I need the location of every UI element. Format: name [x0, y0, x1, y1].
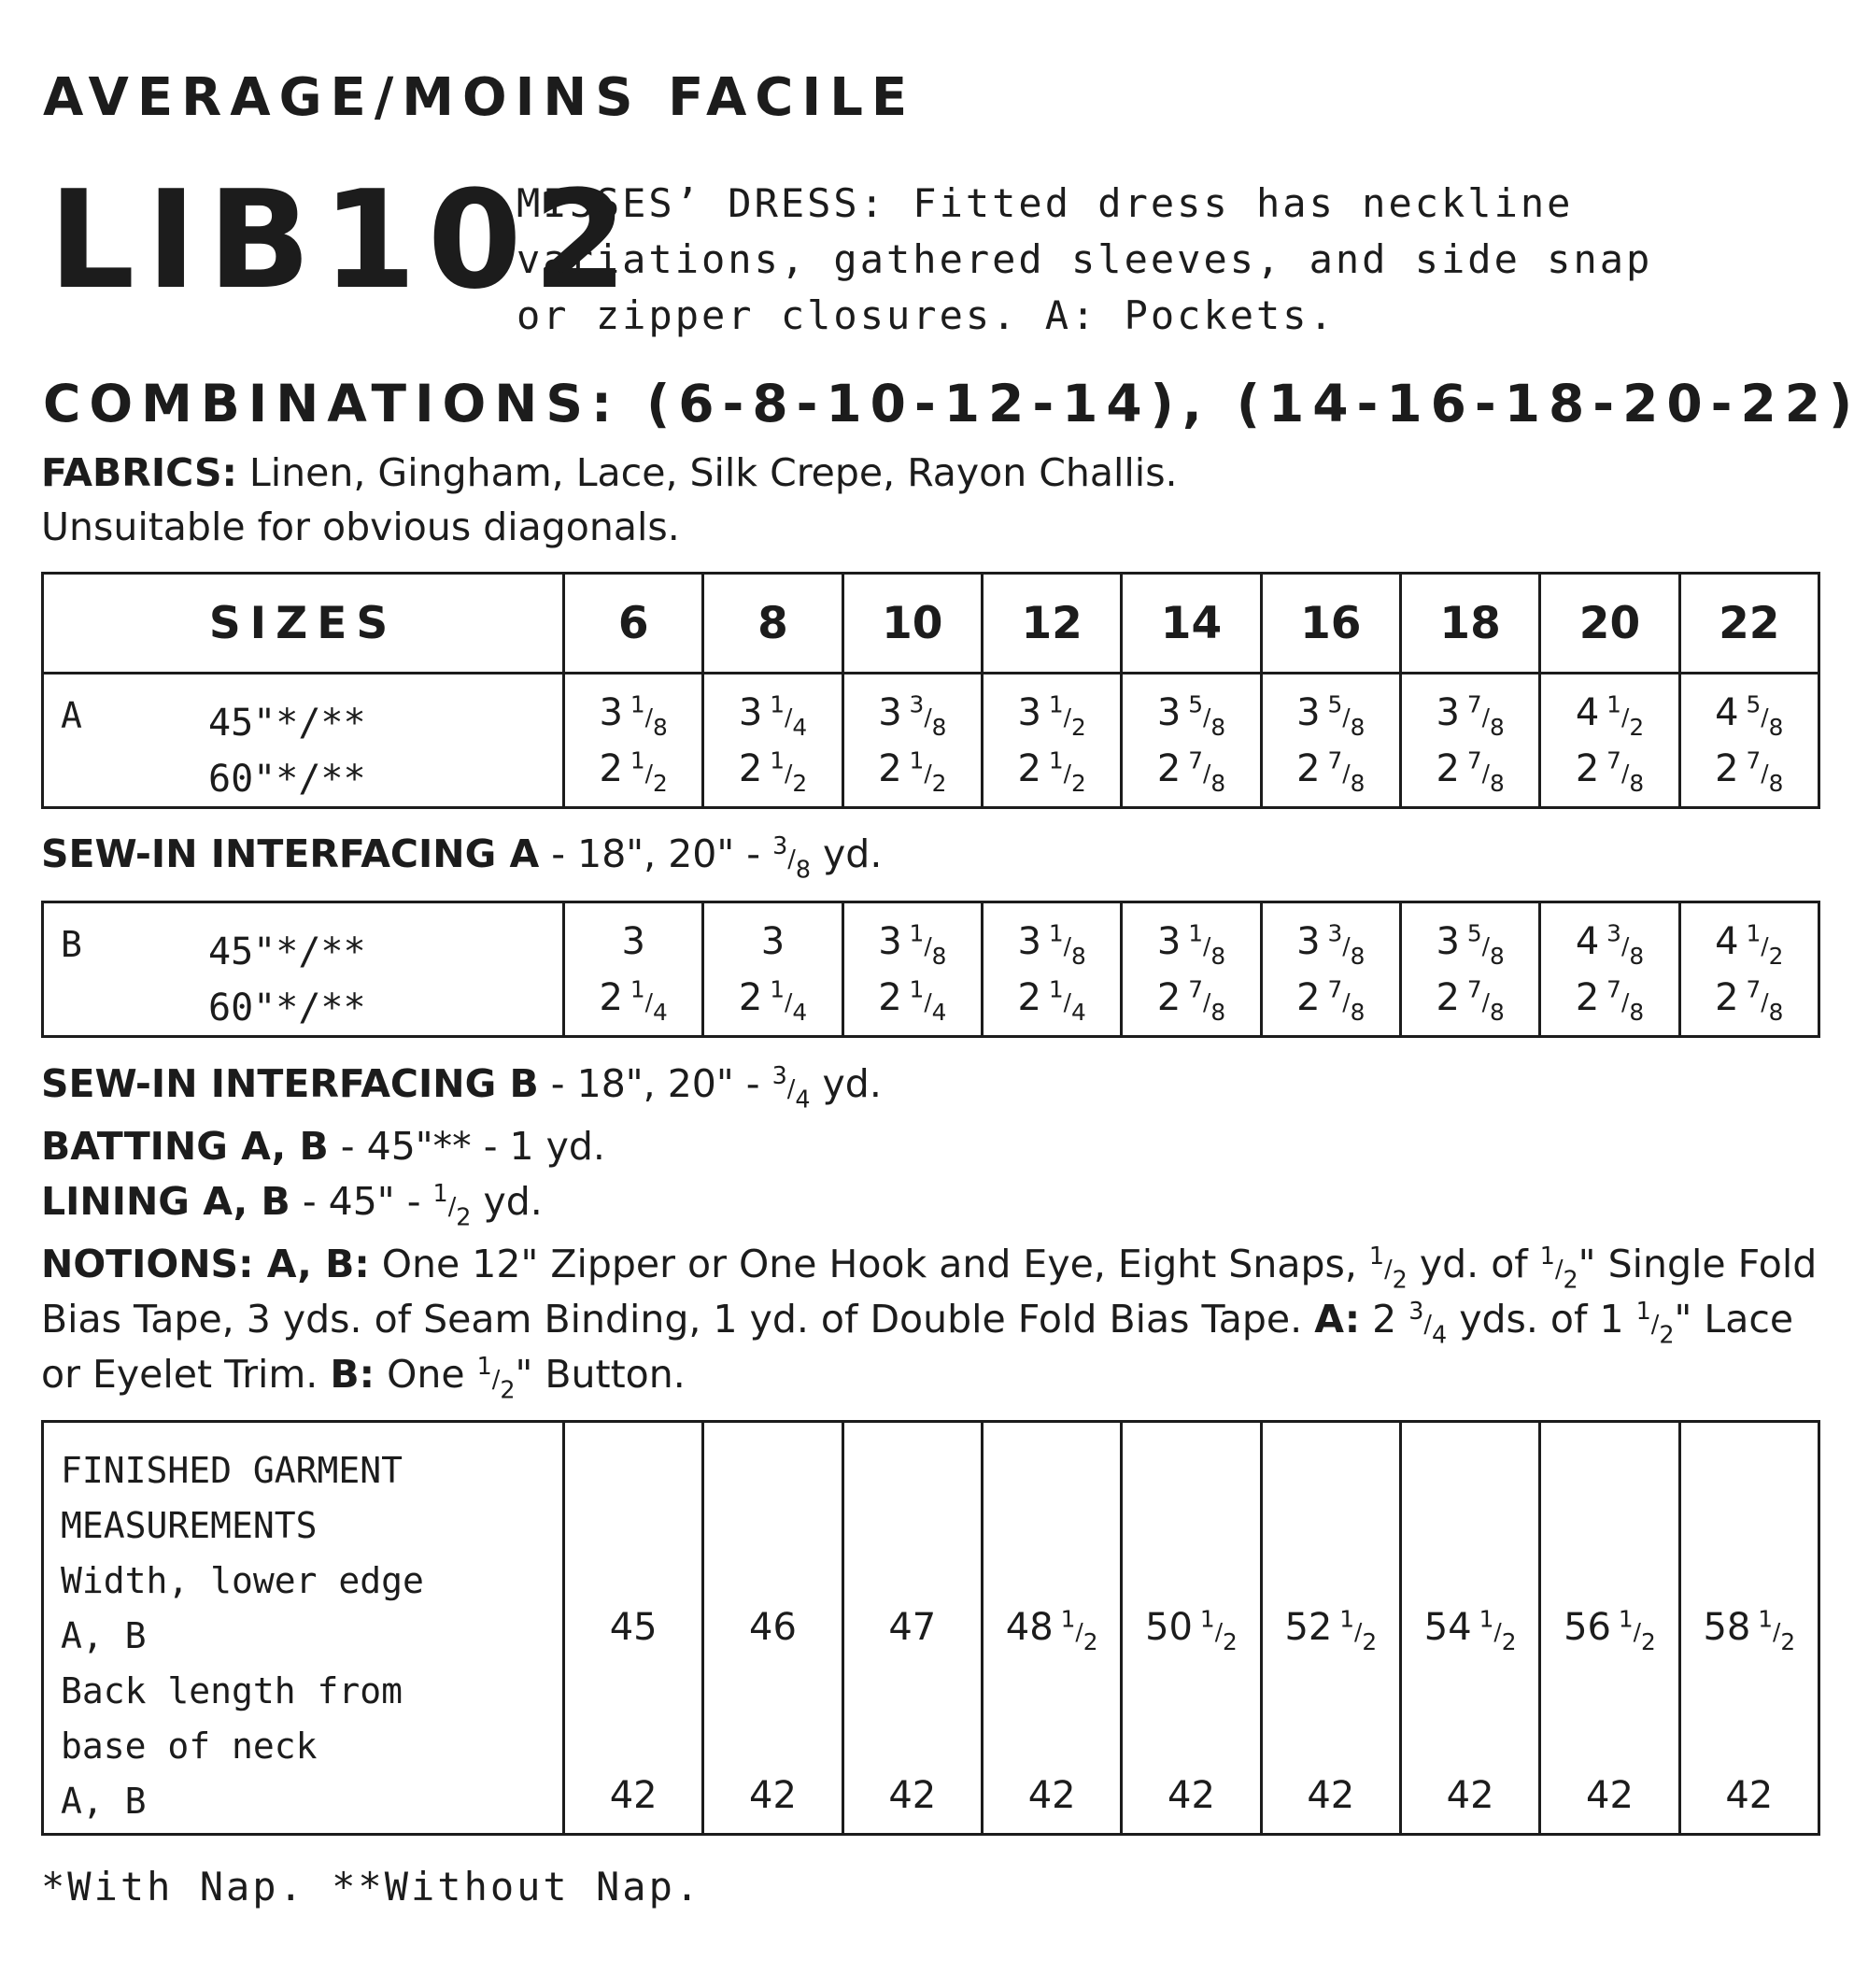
yardage-cell [703, 902, 842, 1037]
notions-text: One [375, 1352, 477, 1397]
yardage-value: 3 [760, 919, 785, 963]
width-lower-edge-value [704, 1606, 841, 1649]
yardage-60 [1541, 970, 1677, 1026]
batting-text: - 45"** - 1 yd. [328, 1124, 605, 1169]
fabric-widths [208, 695, 366, 807]
yardage-cell [1122, 902, 1261, 1037]
yardage-value: 2 $^7/_8$ [1296, 974, 1366, 1026]
width-lower-edge-value [1263, 1605, 1399, 1656]
fraction: $^1/_4$ [630, 974, 668, 1026]
yardage-cell [1679, 674, 1818, 808]
size-combinations: COMBINATIONS: (6-8-10-12-14), (14-16-18-20-22) [43, 374, 1861, 433]
yardage-cell [1122, 674, 1261, 808]
batting-line [41, 1124, 605, 1169]
view-a-label-cell [43, 674, 564, 808]
yardage-value: 3 $^5/_8$ [1436, 918, 1505, 970]
yardage-value: 2 $^1/_2$ [878, 746, 947, 797]
yardage-60 [1123, 970, 1259, 1026]
description-line: variations, gathered sleeves, and side snap [517, 236, 1653, 282]
view-b-letter: B [61, 924, 82, 965]
yardage-cell [1400, 674, 1539, 808]
yardage-60 [1681, 741, 1818, 797]
fraction: $^1/_8$ [1188, 918, 1226, 970]
yardage-cell [1540, 674, 1679, 808]
difficulty-level: AVERAGE/MOINS FACILE [43, 67, 916, 128]
ms-label-line: MEASUREMENTS [61, 1505, 318, 1546]
measurement-value: 58 $^1/_2$ [1703, 1605, 1796, 1656]
yardage-45 [1541, 685, 1677, 741]
size-header-cell: 12 [982, 574, 1121, 674]
yardage-table-a [41, 572, 1820, 809]
notions-text: yds. of 1 [1447, 1297, 1636, 1342]
yardage-45 [844, 685, 981, 741]
yardage-45 [1263, 914, 1399, 970]
fraction: $^1/_8$ [909, 918, 947, 970]
notions-text: 2 [1360, 1297, 1409, 1342]
notions-text: " Lace or Eyelet Trim. [41, 1297, 1794, 1397]
fraction-den: 4 [1431, 1320, 1448, 1349]
yardage-cell [564, 674, 703, 808]
yardage-60 [984, 970, 1120, 1026]
notions-label: NOTIONS: A, B: [41, 1242, 370, 1286]
view-a-row [43, 674, 1819, 808]
fraction: $^1/_2$ [770, 746, 808, 797]
back-length-value: 42 [1586, 1774, 1634, 1817]
measurement-value: 56 $^1/_2$ [1564, 1605, 1656, 1656]
fraction: $^1/_2$ [1758, 1605, 1796, 1656]
notions-text: yd. of [1407, 1242, 1540, 1286]
yardage-value: 2 $^7/_8$ [1715, 974, 1784, 1026]
notions-text: " Button. [515, 1352, 686, 1397]
fraction: $^5/_8$ [1466, 918, 1505, 970]
yardage-cell [1540, 902, 1679, 1037]
yardage-60 [565, 970, 701, 1026]
interfacing-b-text: - 18", 20" - [538, 1061, 772, 1106]
yardage-value: 3 $^5/_8$ [1296, 689, 1366, 741]
yardage-value: 2 $^7/_8$ [1436, 974, 1505, 1026]
yardage-60 [1402, 741, 1538, 797]
measurement-cell [1400, 1422, 1539, 1835]
back-length-value: 42 [1446, 1774, 1494, 1817]
measurement-value: 45 [609, 1606, 658, 1649]
yardage-cell [1679, 902, 1818, 1037]
yardage-cell [982, 674, 1121, 808]
yardage-45 [1541, 914, 1677, 970]
interfacing-b-fraction: $^3/_4$ [771, 1061, 811, 1114]
fraction: $^7/_8$ [1606, 746, 1645, 797]
width-lower-edge-value [1123, 1605, 1259, 1656]
fraction-num: 3 [772, 831, 788, 860]
fraction-num: 1 [476, 1352, 492, 1381]
interfacing-a-line [41, 831, 883, 884]
yardage-value: 2 $^7/_8$ [1575, 746, 1645, 797]
interfacing-a-label: SEW-IN INTERFACING A [41, 831, 540, 876]
fraction: $^3/_8$ [1606, 918, 1645, 970]
measurement-cell [842, 1422, 982, 1835]
fraction: $^7/_8$ [1188, 974, 1226, 1026]
yardage-value: 4 $^1/_2$ [1715, 918, 1784, 970]
fraction: $^5/_8$ [1327, 689, 1366, 741]
width-lower-edge-value [1681, 1605, 1818, 1656]
measurement-cell [1261, 1422, 1400, 1835]
ms-label-line: Back length from [61, 1670, 403, 1711]
yardage-cell [842, 902, 982, 1037]
yardage-value: 2 $^1/_4$ [1017, 974, 1086, 1026]
fabrics-text: Linen, Gingham, Lace, Silk Crepe, Rayon Challis. [236, 450, 1178, 495]
fraction-num: 1 [1635, 1297, 1651, 1326]
pattern-number: LIB102 [49, 162, 639, 320]
notions-b-label: B: [330, 1352, 375, 1397]
yardage-45 [1123, 914, 1259, 970]
yardage-value: 3 $^1/_8$ [1156, 918, 1226, 970]
size-header-cell: 22 [1679, 574, 1818, 674]
lining-fraction: $^1/_2$ [432, 1179, 472, 1231]
yardage-cell [564, 902, 703, 1037]
fraction-num: 1 [1368, 1242, 1385, 1271]
lining-label: LINING A, B [41, 1179, 290, 1224]
notions-paragraph [41, 1237, 1834, 1402]
description-line: or zipper closures. A: Pockets. [517, 292, 1336, 338]
notions-fraction: $^1/_2$ [1539, 1242, 1578, 1294]
fraction: $^1/_2$ [1339, 1605, 1378, 1656]
measurement-value: 48 $^1/_2$ [1005, 1605, 1098, 1656]
fraction: $^1/_4$ [770, 974, 808, 1026]
fraction: $^7/_8$ [1188, 746, 1226, 797]
fraction: $^1/_4$ [909, 974, 947, 1026]
notions-a-label: A: [1314, 1297, 1361, 1342]
yardage-45 [565, 685, 701, 741]
notions-text: " Single Fold Bias Tape, 3 yds. of Seam Binding, 1 yd. of Double Fold Bias Tape. [41, 1242, 1818, 1342]
fraction-num: 3 [771, 1061, 787, 1090]
yardage-45 [1123, 685, 1259, 741]
fabrics-line [41, 450, 1178, 495]
fraction: $^5/_8$ [1188, 689, 1226, 741]
sizes-header-row [43, 574, 1819, 674]
yardage-value: 3 $^1/_8$ [878, 918, 947, 970]
yardage-value: 2 $^1/_2$ [599, 746, 668, 797]
footnote: *With Nap. **Without Nap. [41, 1864, 702, 1910]
notions-fraction: $^1/_2$ [476, 1352, 516, 1404]
yardage-60 [1681, 970, 1818, 1026]
interfacing-b-line [41, 1061, 882, 1114]
fraction-den: 2 [500, 1375, 516, 1404]
fraction: $^7/_8$ [1327, 974, 1366, 1026]
width-lower-edge-value [844, 1606, 981, 1649]
notions-text: One 12" Zipper or One Hook and Eye, Eight Snaps, [369, 1242, 1369, 1286]
width-lower-edge-value [984, 1605, 1120, 1656]
notions-fraction: $^1/_2$ [1368, 1242, 1408, 1294]
view-a-letter: A [61, 695, 82, 736]
view-b-label-cell [43, 902, 564, 1037]
yardage-60 [704, 741, 841, 797]
measurement-cell [564, 1422, 703, 1835]
measurement-value: 46 [749, 1606, 797, 1649]
fraction: $^7/_8$ [1466, 746, 1505, 797]
yardage-60 [844, 741, 981, 797]
description-line: MISSES’ DRESS: Fitted dress has neckline [517, 180, 1574, 226]
yardage-cell [1261, 902, 1400, 1037]
measurement-value: 47 [888, 1606, 937, 1649]
width-60: 60"*/** [208, 758, 366, 801]
back-length-value: 42 [749, 1774, 797, 1817]
width-lower-edge-value [1402, 1605, 1538, 1656]
measurement-cell [1679, 1422, 1818, 1835]
yardage-45 [984, 685, 1120, 741]
interfacing-a-text: - 18", 20" - [539, 831, 773, 876]
width-45: 45"*/** [208, 702, 366, 745]
ms-label-line: FINISHED GARMENT [61, 1450, 403, 1491]
yardage-45 [1402, 685, 1538, 741]
yardage-60 [1402, 970, 1538, 1026]
yardage-45 [1263, 685, 1399, 741]
pattern-description [517, 176, 1824, 344]
yardage-cell [1400, 902, 1539, 1037]
lining-unit: yd. [471, 1179, 543, 1224]
fraction: $^1/_4$ [1048, 974, 1086, 1026]
yardage-45 [1681, 914, 1818, 970]
fraction-num: 1 [1539, 1242, 1555, 1271]
view-b-row [43, 902, 1819, 1037]
finished-measurements-table [41, 1420, 1820, 1836]
yardage-value: 2 $^1/_2$ [738, 746, 808, 797]
fraction: $^3/_8$ [1327, 918, 1366, 970]
interfacing-a-fraction: $^3/_8$ [772, 831, 811, 884]
lining-text: - 45" - [290, 1179, 433, 1224]
fraction: $^1/_8$ [1048, 918, 1086, 970]
fraction-num: 3 [1408, 1297, 1424, 1326]
yardage-value: 2 $^1/_4$ [738, 974, 808, 1026]
fraction-den: 2 [1659, 1320, 1675, 1349]
yardage-cell [703, 674, 842, 808]
fraction-num: 1 [432, 1179, 448, 1208]
fraction: $^1/_2$ [909, 746, 947, 797]
fraction-den: 2 [1563, 1265, 1578, 1294]
measurement-value: 54 $^1/_2$ [1423, 1605, 1517, 1656]
yardage-value: 3 [621, 919, 645, 963]
yardage-45 [704, 685, 841, 741]
sizes-label: SIZES [43, 574, 564, 674]
batting-label: BATTING A, B [41, 1124, 329, 1169]
size-header-cell: 18 [1400, 574, 1539, 674]
interfacing-a-unit: yd. [811, 831, 883, 876]
back-length-value: 42 [1168, 1774, 1215, 1817]
yardage-60 [1263, 970, 1399, 1026]
yardage-60 [1541, 741, 1677, 797]
fraction: $^1/_2$ [1060, 1605, 1098, 1656]
measurement-cell [982, 1422, 1121, 1835]
yardage-value: 4 $^5/_8$ [1715, 689, 1784, 741]
measurement-cell [1540, 1422, 1679, 1835]
fraction-den: 4 [795, 1085, 811, 1114]
yardage-cell [1261, 674, 1400, 808]
yardage-value: 2 $^7/_8$ [1715, 746, 1784, 797]
fraction: $^7/_8$ [1327, 746, 1366, 797]
fraction: $^5/_8$ [1746, 689, 1784, 741]
fraction: $^1/_2$ [1606, 689, 1645, 741]
finished-measurements-row [43, 1422, 1819, 1835]
yardage-value: 3 $^7/_8$ [1436, 689, 1505, 741]
measurement-value: 50 $^1/_2$ [1145, 1605, 1238, 1656]
finished-measurements-label [43, 1422, 564, 1835]
fraction: $^7/_8$ [1466, 689, 1505, 741]
fraction-den: 8 [795, 855, 811, 884]
yardage-value: 2 $^7/_8$ [1156, 974, 1226, 1026]
yardage-value: 4 $^3/_8$ [1575, 918, 1645, 970]
fraction-den: 2 [1392, 1265, 1408, 1294]
fraction: $^7/_8$ [1746, 746, 1784, 797]
width-lower-edge-value [565, 1606, 701, 1649]
yardage-60 [984, 741, 1120, 797]
ms-label-line: Width, lower edge [61, 1560, 424, 1601]
notions-fraction: $^3/_4$ [1408, 1297, 1448, 1349]
measurement-cell [703, 1422, 842, 1835]
fraction: $^1/_2$ [1048, 746, 1086, 797]
size-header-cell: 6 [564, 574, 703, 674]
size-header-cell: 20 [1540, 574, 1679, 674]
yardage-value: 3 $^1/_8$ [599, 689, 668, 741]
yardage-60 [565, 741, 701, 797]
yardage-45 [1681, 685, 1818, 741]
yardage-table-b [41, 901, 1820, 1038]
size-header-cell: 8 [703, 574, 842, 674]
measurement-cell [1122, 1422, 1261, 1835]
size-header-cell: 14 [1122, 574, 1261, 674]
back-length-value: 42 [1725, 1774, 1774, 1817]
fabrics-note: Unsuitable for obvious diagonals. [41, 504, 680, 549]
size-header-cell: 10 [842, 574, 982, 674]
lining-line [41, 1179, 543, 1231]
yardage-60 [704, 970, 841, 1026]
yardage-45 [704, 914, 841, 970]
yardage-60 [844, 970, 981, 1026]
fraction: $^1/_2$ [630, 746, 668, 797]
back-length-value: 42 [1027, 1774, 1076, 1817]
fraction: $^3/_8$ [909, 689, 947, 741]
fraction: $^1/_2$ [1048, 689, 1086, 741]
fabrics-label: FABRICS: [41, 450, 237, 495]
yardage-60 [1263, 741, 1399, 797]
yardage-value: 3 $^3/_8$ [1296, 918, 1366, 970]
yardage-cell [982, 902, 1121, 1037]
back-length-value: 42 [1307, 1774, 1355, 1817]
ms-label-line: base of neck [61, 1725, 318, 1767]
ms-label-line: A, B [61, 1615, 147, 1656]
yardage-value: 3 $^5/_8$ [1156, 689, 1226, 741]
yardage-value: 2 $^7/_8$ [1156, 746, 1226, 797]
yardage-value: 2 $^7/_8$ [1436, 746, 1505, 797]
yardage-value: 2 $^1/_4$ [599, 974, 668, 1026]
measurement-value: 52 $^1/_2$ [1284, 1605, 1378, 1656]
back-length-value: 42 [888, 1774, 937, 1817]
yardage-value: 3 $^1/_8$ [1017, 918, 1086, 970]
notions-fraction: $^1/_2$ [1635, 1297, 1675, 1349]
fraction-den: 2 [456, 1202, 472, 1231]
yardage-value: 2 $^7/_8$ [1575, 974, 1645, 1026]
interfacing-b-label: SEW-IN INTERFACING B [41, 1061, 539, 1106]
yardage-value: 2 $^1/_4$ [878, 974, 947, 1026]
yardage-value: 2 $^1/_2$ [1017, 746, 1086, 797]
yardage-45 [565, 914, 701, 970]
width-lower-edge-value [1541, 1605, 1677, 1656]
yardage-value: 4 $^1/_2$ [1575, 689, 1645, 741]
fabric-widths [208, 924, 366, 1036]
yardage-value: 3 $^1/_2$ [1017, 689, 1086, 741]
width-60: 60"*/** [208, 987, 366, 1030]
fraction: $^7/_8$ [1746, 974, 1784, 1026]
fraction: $^7/_8$ [1606, 974, 1645, 1026]
size-header-cell: 16 [1261, 574, 1400, 674]
yardage-60 [1123, 741, 1259, 797]
yardage-45 [1402, 914, 1538, 970]
yardage-value: 3 $^3/_8$ [878, 689, 947, 741]
width-45: 45"*/** [208, 930, 366, 973]
yardage-value: 3 $^1/_4$ [738, 689, 808, 741]
fraction: $^1/_2$ [1479, 1605, 1517, 1656]
fraction: $^1/_4$ [770, 689, 808, 741]
back-length-value: 42 [609, 1774, 658, 1817]
interfacing-b-unit: yd. [810, 1061, 882, 1106]
yardage-45 [984, 914, 1120, 970]
yardage-45 [844, 914, 981, 970]
fraction: $^1/_2$ [1199, 1605, 1238, 1656]
ms-label-line: A, B [61, 1781, 147, 1822]
yardage-value: 2 $^7/_8$ [1296, 746, 1366, 797]
fraction: $^1/_2$ [1746, 918, 1784, 970]
yardage-cell [842, 674, 982, 808]
fraction: $^1/_2$ [1618, 1605, 1656, 1656]
fraction: $^7/_8$ [1466, 974, 1505, 1026]
fraction: $^1/_8$ [630, 689, 668, 741]
